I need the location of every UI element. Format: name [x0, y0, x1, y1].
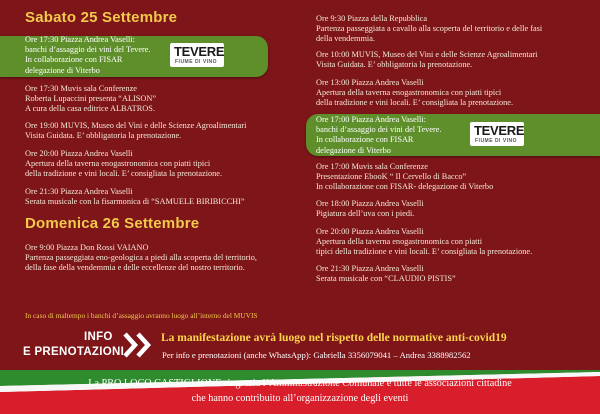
thanks-line-2: che hanno contribuito all’organizzazione degli eventi — [191, 393, 409, 404]
sunday-title: Domenica 26 Settembre — [25, 215, 200, 232]
double-chevron-right-icon — [122, 331, 156, 359]
thanks-line-1: La PRO LOCO CASTIGLIONE ringrazia l’Amministrazione Comunale e tutte le associazioni cittadine — [88, 378, 512, 389]
highlight-line: delegazione di Viterbo — [25, 65, 100, 75]
highlight-line: Ore 17:00 Piazza Andrea Vaselli: — [316, 115, 426, 124]
saturday-title: Sabato 25 Settembre — [25, 9, 178, 26]
sunday-event: Ore 10:00 MUVIS, Museo del Vini e delle Scienze Agroalimentari Visita Guidata. E’ obbligatoria la prenotazione. — [316, 50, 538, 70]
covid-notice: La manifestazione avrà luogo nel rispetto delle normative anti-covid19 — [161, 332, 507, 344]
sunday-event: Ore 13:00 Piazza Andrea Vaselli Apertura della taverna enogastronomica con piatti tipici della tradizione e vini locali. E’ consigliata la prenotazione. — [316, 78, 514, 108]
highlight-line: In collaborazione con FISAR — [25, 55, 123, 65]
sunday-event: Ore 21:30 Piazza Andrea Vaselli Serata musicale con “CLAUDIO PISTIS” — [316, 264, 456, 284]
info-label: INFO — [84, 331, 113, 343]
highlight-line: delegazione di Viterbo — [316, 145, 391, 155]
saturday-event: Ore 17:30 Muvis sala Conferenze Roberta Lupaccini presenta “ALISON” A cura della casa editrice ALBATROS. — [25, 84, 157, 114]
bad-weather-note: In caso di maltempo i banchi d’assaggio avranno luogo all’interno del MUVIS — [25, 311, 258, 320]
tevere-logo: TEVERE FIUME DI VINO — [170, 43, 224, 67]
tricolore-band — [0, 370, 600, 414]
sunday-event: Ore 9:30 Piazza della Repubblica Partenza passeggiata a cavallo alla scoperta del territorio e delle fasi della vendemmia. — [316, 14, 543, 44]
contact-info: Per info e prenotazioni (anche WhatsApp): Gabriella 3356079041 – Andrea 3388982562 — [162, 350, 471, 360]
saturday-highlight-text — [25, 35, 151, 76]
sunday-event: Ore 17:00 Muvis sala Conferenze Presentazione EbooK “ Il Cervello di Bacco” In collaborazione con FISAR- delegazione di Viterbo — [316, 162, 494, 192]
sunday-event: Ore 9:00 Piazza Don Rossi VAIANO Partenza passeggiata eno-geologica a piedi alla scoperta del territorio, della fase della vendemmia e delle eccellenze del nostro territorio. — [25, 243, 257, 273]
highlight-line: banchi d’assaggio dei vini del Tevere. — [316, 125, 442, 135]
saturday-event: Ore 19:00 MUVIS, Museo del Vini e delle Scienze Agroalimentari Visita Guidata. E’ obbligatoria la prenotazione. — [25, 121, 247, 141]
saturday-event: Ore 21:30 Piazza Andrea Vaselli Serata musicale con la fisarmonica di “SAMUELE BIRIBICCHI” — [25, 187, 245, 207]
highlight-line: In collaborazione con FISAR — [316, 135, 414, 145]
sunday-event: Ore 20:00 Piazza Andrea Vaselli Apertura della taverna enogastronomica con piatti tipici della tradizione e vini locali. E’ consigliata la prenotazione. — [316, 227, 533, 257]
saturday-highlight-box — [0, 36, 268, 77]
highlight-line: Ore 17:30 Piazza Andrea Vaselli: — [25, 35, 135, 44]
sunday-event: Ore 18:00 Piazza Andrea Vaselli Pigiatura dell’uva con i piedi. — [316, 199, 424, 219]
sunday-highlight-text — [316, 115, 442, 156]
highlight-line: banchi d’assaggio dei vini del Tevere. — [25, 45, 151, 55]
tevere-logo: TEVERE FIUME DI VINO — [470, 122, 524, 146]
saturday-event: Ore 20:00 Piazza Andrea Vaselli Apertura della taverna enogastronomica con piatti tipici della tradizione e vini locali. E’ consigliata la prenotazione. — [25, 149, 223, 179]
prenotazioni-label: E PRENOTAZIONI — [23, 346, 125, 358]
sunday-highlight-box — [306, 114, 600, 156]
